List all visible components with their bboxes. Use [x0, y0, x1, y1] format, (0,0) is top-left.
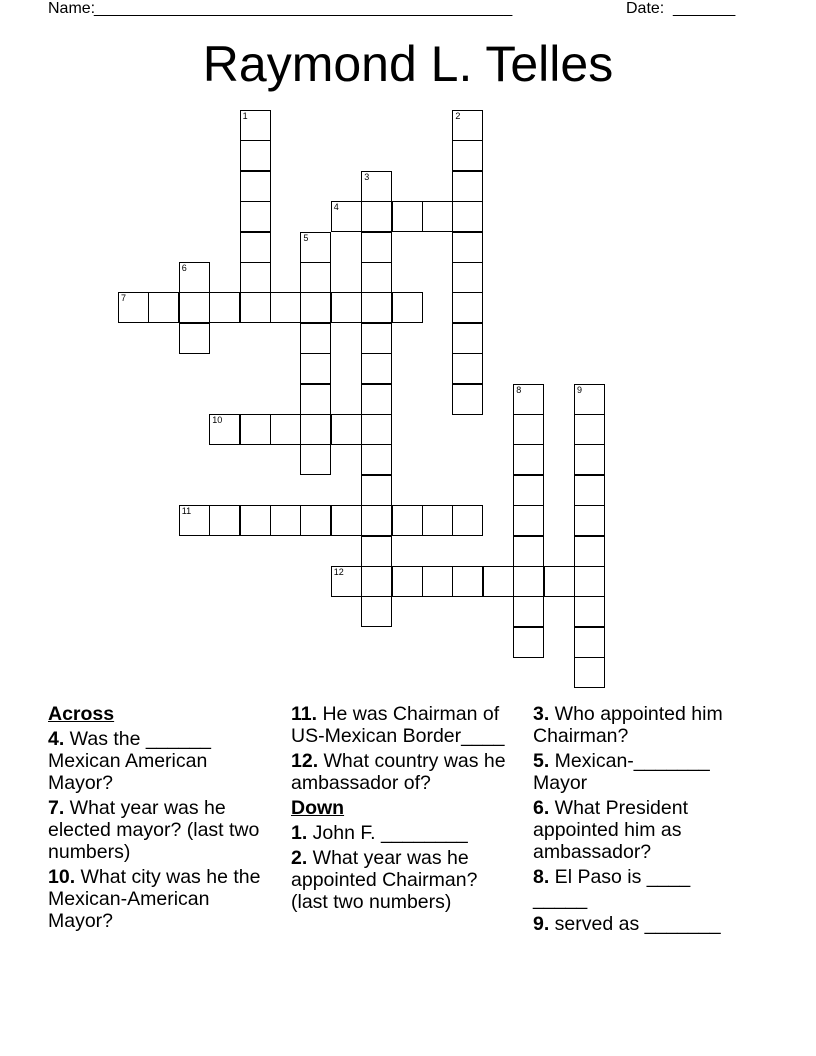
clue-text: Was the ______ Mexican American Mayor? — [48, 728, 211, 794]
crossword-cell[interactable] — [513, 505, 544, 536]
crossword-cell[interactable] — [392, 505, 423, 536]
clue-text: What President appointed him as ambassador? — [533, 797, 688, 863]
crossword-cell[interactable] — [513, 566, 544, 597]
crossword-cell[interactable] — [392, 292, 423, 323]
crossword-cell[interactable] — [574, 536, 605, 567]
date-field-line[interactable]: _______ — [673, 0, 736, 17]
crossword-cell[interactable] — [361, 596, 392, 627]
crossword-cell[interactable] — [270, 414, 301, 445]
clue-text: What country was he ambassador of? — [291, 750, 506, 794]
clue-number: 10 — [212, 415, 223, 425]
clue — [291, 822, 519, 844]
crossword-cell[interactable] — [331, 566, 362, 597]
clue-section-heading: Across — [48, 703, 115, 725]
clue-number-label: 11. — [291, 703, 318, 725]
crossword-cell[interactable] — [452, 353, 483, 384]
clues-column-1 — [48, 703, 276, 935]
clue — [533, 750, 748, 794]
crossword-cell[interactable] — [513, 384, 544, 415]
crossword-cell[interactable] — [240, 262, 271, 293]
clue-number: 1 — [242, 111, 248, 121]
clue-text: He was Chairman of US-Mexican Border____ — [291, 703, 505, 747]
crossword-cell[interactable] — [331, 414, 362, 445]
crossword-cell[interactable] — [179, 323, 210, 354]
crossword-cell[interactable] — [574, 657, 605, 688]
crossword-cell[interactable] — [392, 566, 423, 597]
clue-text: Mexican-_______ Mayor — [533, 750, 710, 794]
clue-number: 12 — [333, 567, 344, 577]
crossword-cell[interactable] — [483, 566, 514, 597]
crossword-cell[interactable] — [209, 505, 240, 536]
clue-number: 8 — [516, 384, 522, 395]
crossword-cell[interactable] — [361, 414, 392, 445]
crossword-cell[interactable] — [574, 566, 605, 597]
clue — [48, 866, 276, 932]
crossword-cell[interactable] — [452, 262, 483, 293]
crossword-cell[interactable] — [574, 596, 605, 627]
clue-number: 11 — [181, 506, 192, 517]
clue-number: 9 — [577, 384, 583, 395]
clue — [533, 913, 748, 935]
crossword-cell[interactable] — [361, 323, 392, 354]
crossword-cell[interactable] — [209, 292, 240, 323]
crossword-cell[interactable] — [574, 414, 605, 445]
clue-number-label: 9. — [533, 913, 550, 935]
clue-number: 6 — [181, 263, 187, 273]
crossword-cell[interactable] — [361, 353, 392, 384]
clue-text: El Paso is ____ _____ — [533, 866, 691, 910]
clue-number-label: 4. — [48, 728, 65, 750]
crossword-cell[interactable] — [209, 414, 240, 445]
clue-number: 5 — [303, 232, 309, 243]
crossword-cell[interactable] — [361, 292, 392, 323]
crossword-cell[interactable] — [544, 566, 575, 597]
crossword-cell[interactable] — [574, 627, 605, 658]
crossword-cell[interactable] — [300, 292, 331, 323]
crossword-cell[interactable] — [118, 292, 149, 323]
crossword-cell[interactable] — [452, 292, 483, 323]
crossword-cell[interactable] — [270, 505, 301, 536]
clues-column-2 — [291, 703, 519, 916]
crossword-cell[interactable] — [300, 262, 331, 293]
clue-number-label: 8. — [533, 866, 550, 888]
crossword-cell[interactable] — [240, 232, 271, 263]
crossword-cell[interactable] — [331, 201, 362, 232]
crossword-cell[interactable] — [513, 596, 544, 627]
crossword-cell[interactable] — [300, 414, 331, 445]
crossword-cell[interactable] — [148, 292, 179, 323]
crossword-cell[interactable] — [361, 475, 392, 506]
clue-text: What year was he elected mayor? (last two numbers) — [48, 797, 260, 863]
clue-number: 2 — [455, 111, 461, 121]
crossword-cell[interactable] — [361, 384, 392, 415]
crossword-cell[interactable] — [240, 171, 271, 202]
crossword-cell[interactable] — [452, 323, 483, 354]
crossword-cell[interactable] — [300, 505, 331, 536]
clue-text: John F. ________ — [307, 822, 468, 844]
clue-number-label: 12. — [291, 750, 319, 772]
crossword-cell[interactable] — [452, 384, 483, 415]
crossword-cell[interactable] — [240, 414, 271, 445]
crossword-cell[interactable] — [452, 140, 483, 171]
crossword-cell[interactable] — [300, 353, 331, 384]
clue — [291, 703, 519, 747]
crossword-cell[interactable] — [300, 384, 331, 415]
clue — [533, 797, 748, 863]
clue-number: 3 — [364, 171, 370, 182]
clue — [291, 847, 519, 913]
clue-text: What year was he appointed Chairman? (last two numbers) — [291, 847, 478, 913]
crossword-cell[interactable] — [300, 444, 331, 475]
clue — [291, 750, 519, 794]
crossword-cell[interactable] — [361, 201, 392, 232]
crossword-cell[interactable] — [452, 201, 483, 232]
clue — [533, 703, 748, 747]
page-title: Raymond L. Telles — [202, 36, 614, 92]
clue-number-label: 7. — [48, 797, 65, 819]
crossword-cell[interactable] — [513, 627, 544, 658]
crossword-cell[interactable] — [452, 232, 483, 263]
crossword-cell[interactable] — [240, 292, 271, 323]
crossword-cell[interactable] — [574, 475, 605, 506]
crossword-cell[interactable] — [452, 110, 483, 141]
crossword-cell[interactable] — [452, 505, 483, 536]
crossword-cell[interactable] — [300, 323, 331, 354]
crossword-cell[interactable] — [513, 536, 544, 567]
crossword-cell[interactable] — [270, 292, 301, 323]
name-field-line[interactable]: _______________________________________________ — [94, 0, 513, 17]
crossword-cell[interactable] — [513, 475, 544, 506]
clue-number-label: 5. — [533, 750, 550, 772]
clue-number-label: 10. — [48, 866, 76, 888]
clues-column-3 — [533, 703, 748, 938]
crossword-cell[interactable] — [574, 505, 605, 536]
crossword-cell[interactable] — [300, 232, 331, 263]
crossword-cell[interactable] — [452, 566, 483, 597]
clue — [533, 866, 748, 910]
crossword-cell[interactable] — [361, 262, 392, 293]
crossword-cell[interactable] — [361, 444, 392, 475]
crossword-cell[interactable] — [422, 566, 453, 597]
crossword-cell[interactable] — [392, 201, 423, 232]
crossword-cell[interactable] — [513, 444, 544, 475]
clue — [48, 728, 276, 794]
crossword-cell[interactable] — [452, 171, 483, 202]
crossword-cell[interactable] — [361, 232, 392, 263]
clue-text: Who appointed him Chairman? — [533, 703, 723, 747]
date-label: Date: — [626, 0, 665, 17]
crossword-cell[interactable] — [574, 444, 605, 475]
name-label: Name: — [48, 0, 96, 17]
crossword-cell[interactable] — [422, 201, 453, 232]
crossword-cell[interactable] — [361, 171, 392, 202]
clue-text: What city was he the Mexican-American Mayor? — [48, 866, 261, 932]
clue-number-label: 3. — [533, 703, 550, 725]
crossword-cell[interactable] — [361, 505, 392, 536]
clue-text: served as _______ — [549, 913, 721, 935]
crossword-cell[interactable] — [331, 505, 362, 536]
clue-number: 7 — [121, 293, 127, 304]
clue-number-label: 2. — [291, 847, 308, 869]
clue-number-label: 6. — [533, 797, 550, 819]
crossword-cell[interactable] — [422, 505, 453, 536]
crossword-cell[interactable] — [240, 505, 271, 536]
crossword-cell[interactable] — [179, 262, 210, 293]
crossword-cell[interactable] — [361, 536, 392, 567]
clue-number: 4 — [333, 202, 339, 213]
crossword-cell[interactable] — [179, 505, 210, 536]
crossword-cell[interactable] — [240, 110, 271, 141]
clue — [48, 797, 276, 863]
crossword-cell[interactable] — [331, 292, 362, 323]
crossword-cell[interactable] — [361, 566, 392, 597]
clue-number-label: 1. — [291, 822, 308, 844]
crossword-cell[interactable] — [240, 140, 271, 171]
crossword-cell[interactable] — [513, 414, 544, 445]
crossword-cell[interactable] — [574, 384, 605, 415]
clue-section-heading: Down — [291, 797, 345, 819]
crossword-cell[interactable] — [179, 292, 210, 323]
crossword-cell[interactable] — [240, 201, 271, 232]
